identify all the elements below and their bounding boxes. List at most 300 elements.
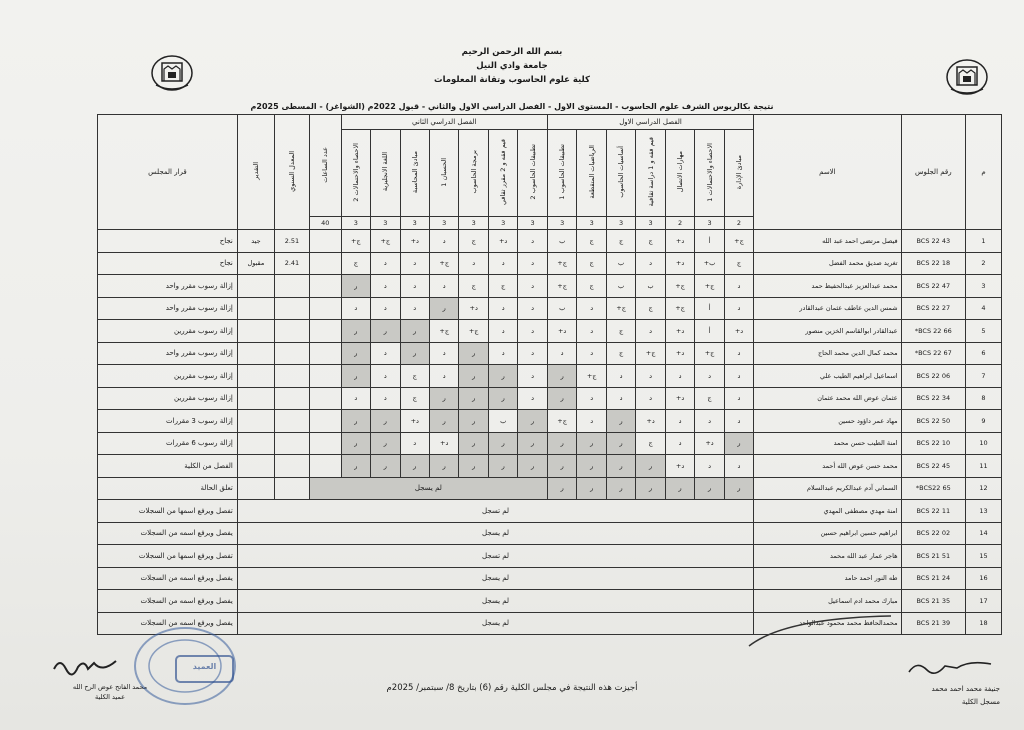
row-number: 14 xyxy=(965,522,1001,545)
seat-number: BCS 22 10 xyxy=(901,432,965,455)
grade-value xyxy=(237,365,274,388)
col-seat: رقم الجلوس xyxy=(901,115,965,230)
col-decision: قرار المجلس xyxy=(98,115,238,230)
credit-hours: 3 xyxy=(488,217,517,230)
grade-cell: د xyxy=(577,410,606,433)
table-row xyxy=(98,500,1002,523)
grade-cell: د xyxy=(429,275,458,298)
grade-cell: ر xyxy=(547,387,577,410)
credit-hours: 3 xyxy=(400,217,429,230)
grade-cell: د xyxy=(400,275,429,298)
grade-cell: ج+ xyxy=(695,275,724,298)
seat-number: BCS 22 43 xyxy=(901,230,965,253)
table-row xyxy=(98,567,1002,590)
grade-cell: د+ xyxy=(724,320,753,343)
grade-cell: ر xyxy=(606,455,635,478)
grade-cell: ب xyxy=(547,230,577,253)
grade-cell: ج xyxy=(636,230,665,253)
credit-hours: 3 xyxy=(341,217,371,230)
grade-cell: د+ xyxy=(665,230,694,253)
course-header: قيم فقه و 2 مقرر ثقافي xyxy=(488,130,517,217)
credit-hours: 3 xyxy=(606,217,635,230)
grade-value xyxy=(237,387,274,410)
grade-cell: ر xyxy=(547,365,577,388)
course-header: الاحصاء والاحتمالات 2 xyxy=(341,130,371,217)
row-number: 15 xyxy=(965,545,1001,568)
grade-cell: د+ xyxy=(665,342,694,365)
grade-cell: ر xyxy=(400,455,429,478)
student-name: السماني آدم عبدالكريم عبدالسلام xyxy=(754,477,901,500)
grade-cell: د+ xyxy=(695,432,724,455)
grade-cell: د xyxy=(459,252,488,275)
table-row xyxy=(98,387,1002,410)
grade-cell: ر xyxy=(518,410,547,433)
grade-cell: ر xyxy=(636,477,665,500)
credit-hours: 3 xyxy=(577,217,606,230)
grade-value xyxy=(237,297,274,320)
grade-cell: ر xyxy=(488,365,517,388)
grade-cell: د xyxy=(636,320,665,343)
grade-cell: ب xyxy=(488,410,517,433)
grade-value xyxy=(237,275,274,298)
row-number: 5 xyxy=(965,320,1001,343)
grade-cell: ج+ xyxy=(606,297,635,320)
grade-cell: د+ xyxy=(547,320,577,343)
grade-cell: ب xyxy=(547,297,577,320)
cgpa-value xyxy=(274,365,309,388)
registrar-title: مسجل الكلية xyxy=(961,698,1000,706)
grade-cell: ر xyxy=(488,387,517,410)
seat-number: BCS 22 27 xyxy=(901,297,965,320)
grade-cell: د+ xyxy=(665,252,694,275)
grade-cell: ر xyxy=(341,365,371,388)
grade-cell: د xyxy=(488,252,517,275)
grade-cell: ر xyxy=(636,455,665,478)
council-decision: تعلق الحالة xyxy=(98,477,238,500)
table-row xyxy=(98,522,1002,545)
grade-cell: ر xyxy=(429,387,458,410)
grade-cell: د xyxy=(636,365,665,388)
registration-status: لم يسجل xyxy=(237,612,753,635)
council-decision: يفصل ويرفع اسمه من السجلات xyxy=(98,522,238,545)
row-total-hours xyxy=(309,297,341,320)
row-total-hours xyxy=(309,455,341,478)
grade-cell: د xyxy=(518,320,547,343)
credit-hours: 3 xyxy=(547,217,577,230)
grade-cell: ر xyxy=(371,455,400,478)
grade-cell: د xyxy=(547,342,577,365)
grade-cell: ر xyxy=(695,477,724,500)
student-name: فيصل مرتضى احمد عبد الله xyxy=(754,230,901,253)
student-name: محمد عبدالعزيز عبدالحفيظ حمد xyxy=(754,275,901,298)
grade-cell: ر xyxy=(518,432,547,455)
grade-cell: ر xyxy=(371,320,400,343)
grade-cell: ر xyxy=(577,455,606,478)
seat-number: BCS 22 66* xyxy=(901,320,965,343)
grade-cell: ج+ xyxy=(577,365,606,388)
grade-value xyxy=(237,477,274,500)
table-row xyxy=(98,432,1002,455)
grade-cell: ب xyxy=(606,275,635,298)
row-number: 1 xyxy=(965,230,1001,253)
grade-cell: د xyxy=(636,252,665,275)
grade-cell: د xyxy=(577,342,606,365)
registration-status: لم يسجل xyxy=(237,567,753,590)
grade-cell: ج+ xyxy=(341,230,371,253)
grade-cell: د xyxy=(695,410,724,433)
grade-cell: أ xyxy=(695,320,724,343)
row-total-hours xyxy=(309,252,341,275)
seat-number: BCS 21 35 xyxy=(901,590,965,613)
grade-cell: د xyxy=(724,297,753,320)
faculty-name: كلية علوم الحاسوب وتقانة المعلومات xyxy=(434,75,590,85)
cgpa-value: 2.51 xyxy=(274,230,309,253)
council-decision: يفصل ويرفع اسمه من السجلات xyxy=(98,567,238,590)
council-decision: تفصل ويرفع اسمها من السجلات xyxy=(98,500,238,523)
seat-number: BCS 22 11 xyxy=(901,500,965,523)
grade-cell: ج xyxy=(577,230,606,253)
grade-cell: د xyxy=(429,342,458,365)
approval-note: أجيزت هذه النتيجة في مجلس الكلية رقم (6) بتاريخ 8/ سبتمبر/ 2025م xyxy=(386,683,638,693)
grade-cell: ج xyxy=(695,387,724,410)
grade-cell: ر xyxy=(341,342,371,365)
seat-number: BCS 21 39 xyxy=(901,612,965,635)
col-sem1: الفصل الدراسي الاول xyxy=(547,115,753,130)
cgpa-value xyxy=(274,410,309,433)
grade-cell: أ xyxy=(695,297,724,320)
grade-cell: ج xyxy=(459,275,488,298)
course-header: تطبيقات الحاسوب 2 xyxy=(518,130,547,217)
registration-status: لم تسجل xyxy=(237,545,753,568)
cgpa-value: 2.41 xyxy=(274,252,309,275)
student-name: هاجر عمار عبد الله محمد xyxy=(754,545,901,568)
registration-status: لم يسجل xyxy=(237,590,753,613)
grade-cell: د xyxy=(488,297,517,320)
grade-cell: ج xyxy=(606,320,635,343)
grade-cell: ج+ xyxy=(665,275,694,298)
council-decision: نجاح xyxy=(98,252,238,275)
row-number: 11 xyxy=(965,455,1001,478)
grade-cell: ر xyxy=(665,477,694,500)
row-total-hours xyxy=(309,365,341,388)
grade-cell: د xyxy=(488,342,517,365)
table-row xyxy=(98,230,1002,253)
grade-cell: د+ xyxy=(665,320,694,343)
seat-number: BCS 22 47 xyxy=(901,275,965,298)
row-number: 18 xyxy=(965,612,1001,635)
council-decision: إزالة رسوب مقرر واحد xyxy=(98,297,238,320)
grade-cell: ر xyxy=(577,477,606,500)
seat-number: BCS 22 67* xyxy=(901,342,965,365)
grade-cell: ر xyxy=(341,410,371,433)
grade-value xyxy=(237,320,274,343)
course-header: مبادئ المحاسبة xyxy=(400,130,429,217)
course-header: الاحصاء والاحتمالات 1 xyxy=(695,130,724,217)
course-header: قيم فقه و 1 دراسة ثقافية xyxy=(636,130,665,217)
grade-cell: د xyxy=(606,387,635,410)
grade-cell: ر xyxy=(459,432,488,455)
grade-cell: ج xyxy=(577,275,606,298)
grade-cell: ب+ xyxy=(695,252,724,275)
grade-cell: ر xyxy=(606,477,635,500)
grade-cell: ر xyxy=(341,455,371,478)
grade-cell: ر xyxy=(341,320,371,343)
course-header: تطبيقات الحاسوب 1 xyxy=(547,130,577,217)
row-total-hours xyxy=(309,342,341,365)
seat-number: BCS 22 34 xyxy=(901,387,965,410)
seat-number: BCS 21 51 xyxy=(901,545,965,568)
grade-cell: ر xyxy=(724,432,753,455)
grade-cell: د+ xyxy=(665,387,694,410)
grade-cell: د xyxy=(724,455,753,478)
grade-cell: ج xyxy=(488,275,517,298)
col-cgpa: المعدل السنوي xyxy=(274,115,309,230)
cgpa-value xyxy=(274,275,309,298)
grade-cell: ر xyxy=(400,342,429,365)
council-decision: يفصل ويرفع اسمه من السجلات xyxy=(98,612,238,635)
grade-cell: د xyxy=(371,275,400,298)
col-name: الاسم xyxy=(754,115,901,230)
course-header: أساسيات الحاسوب xyxy=(606,130,635,217)
grade-cell: ب xyxy=(606,252,635,275)
student-name: شمس الدين عاطف عثمان عبدالقادر xyxy=(754,297,901,320)
registrar-name: جنيفة محمد احمد محمد xyxy=(931,685,1000,693)
grade-cell: ج+ xyxy=(371,230,400,253)
col-m: م xyxy=(965,115,1001,230)
grade-cell: ج+ xyxy=(665,297,694,320)
col-grade: التقدير xyxy=(237,115,274,230)
grade-cell: ر xyxy=(724,477,753,500)
seat-number: BCS 22 18 xyxy=(901,252,965,275)
student-name: اسماعيل ابراهيم الطيب علي xyxy=(754,365,901,388)
grade-cell: ر xyxy=(488,455,517,478)
col-total-hours: عدد الساعات xyxy=(309,115,341,217)
basmala: بسم الله الرحمن الرحيم xyxy=(461,47,563,57)
results-table xyxy=(97,114,1002,635)
grade-cell: د xyxy=(371,387,400,410)
student-name: محمد حسن عوض الله أحمد xyxy=(754,455,901,478)
grade-cell: ج xyxy=(400,365,429,388)
table-row xyxy=(98,342,1002,365)
council-decision: إزالة رسوب 6 مقررات xyxy=(98,432,238,455)
grade-cell: د xyxy=(400,432,429,455)
grade-cell: د xyxy=(341,387,371,410)
student-name: محمد كمال الدين محمد الحاج xyxy=(754,342,901,365)
credit-hours: 3 xyxy=(636,217,665,230)
table-row xyxy=(98,252,1002,275)
row-total-hours xyxy=(309,410,341,433)
row-total-hours xyxy=(309,320,341,343)
student-name: امنة الطيب حسن محمد xyxy=(754,432,901,455)
table-row xyxy=(98,320,1002,343)
student-name: ابراهيم حسين ابراهيم حسين xyxy=(754,522,901,545)
grade-cell: د+ xyxy=(400,410,429,433)
council-decision: يفصل ويرفع اسمه من السجلات xyxy=(98,590,238,613)
grade-cell: د xyxy=(606,365,635,388)
grade-cell: ب xyxy=(636,275,665,298)
semester2-status: لم يسجل xyxy=(309,477,547,500)
grade-cell: د xyxy=(371,297,400,320)
grade-cell: ر xyxy=(341,275,371,298)
registrar-signature xyxy=(905,656,995,680)
grade-cell: ر xyxy=(400,320,429,343)
dean-name: محمد الفاتح عوض الرح الله xyxy=(72,683,148,691)
cgpa-value xyxy=(274,432,309,455)
grade-cell: ج+ xyxy=(695,342,724,365)
table-row xyxy=(98,545,1002,568)
grade-cell: ج xyxy=(636,297,665,320)
credit-hours: 3 xyxy=(371,217,400,230)
grade-cell: د+ xyxy=(488,230,517,253)
grade-value xyxy=(237,342,274,365)
grade-cell: ر xyxy=(547,477,577,500)
grade-cell: د+ xyxy=(429,432,458,455)
grade-cell: د xyxy=(518,387,547,410)
grade-cell: د xyxy=(636,387,665,410)
grade-cell: د xyxy=(400,252,429,275)
grade-cell: ر xyxy=(341,432,371,455)
row-number: 12 xyxy=(965,477,1001,500)
university-name: جامعة وادي النيل xyxy=(476,61,548,71)
grade-cell: د+ xyxy=(665,455,694,478)
grade-cell: ج+ xyxy=(547,410,577,433)
student-name: تغريد صديق محمد الفضل xyxy=(754,252,901,275)
council-decision: إزالة رسوب مقررين xyxy=(98,387,238,410)
registration-status: لم تسجل xyxy=(237,500,753,523)
credit-hours: 3 xyxy=(695,217,724,230)
grade-cell: ر xyxy=(606,432,635,455)
grade-cell: ر xyxy=(547,432,577,455)
row-number: 13 xyxy=(965,500,1001,523)
document-header xyxy=(0,45,1024,87)
seat-number: BCS22 65* xyxy=(901,477,965,500)
seat-number: BCS 22 45 xyxy=(901,455,965,478)
grade-cell: د xyxy=(371,252,400,275)
grade-value: جيد xyxy=(237,230,274,253)
credit-hours: 2 xyxy=(724,217,753,230)
grade-cell: د xyxy=(724,387,753,410)
grade-cell: ر xyxy=(606,410,635,433)
course-header: مبادئ الإدارة xyxy=(724,130,753,217)
grade-cell: د xyxy=(665,410,694,433)
cgpa-value xyxy=(274,455,309,478)
council-decision: نجاح xyxy=(98,230,238,253)
grade-cell: د xyxy=(371,342,400,365)
grade-cell: د xyxy=(665,365,694,388)
table-row xyxy=(98,410,1002,433)
row-total-hours xyxy=(309,275,341,298)
grade-cell: ر xyxy=(429,297,458,320)
cgpa-value xyxy=(274,342,309,365)
grade-cell: د xyxy=(724,410,753,433)
grade-cell: د xyxy=(429,230,458,253)
student-name: مبارك محمد ادم اسماعيل xyxy=(754,590,901,613)
seat-number: BCS 22 50 xyxy=(901,410,965,433)
student-name: عثمان عوض الله محمد عثمان xyxy=(754,387,901,410)
credit-hours: 2 xyxy=(665,217,694,230)
row-number: 3 xyxy=(965,275,1001,298)
results-title: نتيجة بكالريوس الشرف علوم الحاسوب - المستوى الاول - الفصل الدراسي الاول والثاني - قبول 2022م (الشواغر) - المسطى 2025م xyxy=(250,102,774,111)
row-number: 2 xyxy=(965,252,1001,275)
grade-cell: ج xyxy=(459,230,488,253)
council-decision: إزالة رسوب مقرر واحد xyxy=(98,342,238,365)
grade-cell: د xyxy=(577,387,606,410)
grade-cell: د xyxy=(518,275,547,298)
grade-cell: أ xyxy=(695,230,724,253)
table-row xyxy=(98,297,1002,320)
student-name: طه النور احمد حامد xyxy=(754,567,901,590)
cgpa-value xyxy=(274,477,309,500)
grade-cell: د xyxy=(518,365,547,388)
council-decision: الفصل من الكلية xyxy=(98,455,238,478)
council-decision: إزالة رسوب مقرر واحد xyxy=(98,275,238,298)
cgpa-value xyxy=(274,297,309,320)
grade-value xyxy=(237,410,274,433)
row-number: 17 xyxy=(965,590,1001,613)
grade-cell: ر xyxy=(547,455,577,478)
seat-number: BCS 22 06 xyxy=(901,365,965,388)
grade-cell: د xyxy=(577,297,606,320)
course-header: الرياضيات المتقطعة xyxy=(577,130,606,217)
grade-cell: د xyxy=(518,252,547,275)
grade-cell: د+ xyxy=(636,410,665,433)
cgpa-value xyxy=(274,320,309,343)
grade-cell: ر xyxy=(459,410,488,433)
grade-cell: ر xyxy=(371,410,400,433)
grade-cell: ج xyxy=(400,387,429,410)
dean-title: عميد الكلية xyxy=(94,693,126,701)
grade-cell: د xyxy=(518,342,547,365)
grade-cell: ر xyxy=(429,455,458,478)
handwritten-stroke xyxy=(745,612,895,652)
student-name: عبدالقادر ابوالقاسم الخزين منصور xyxy=(754,320,901,343)
grade-cell: د xyxy=(400,297,429,320)
grade-cell: ر xyxy=(459,455,488,478)
council-decision: تفصل ويرفع اسمها من السجلات xyxy=(98,545,238,568)
total-hours-value: 40 xyxy=(309,217,341,230)
council-decision: إزالة رسوب مقررين xyxy=(98,365,238,388)
grade-cell: د xyxy=(695,365,724,388)
row-total-hours xyxy=(309,432,341,455)
grade-cell: د xyxy=(488,320,517,343)
row-number: 7 xyxy=(965,365,1001,388)
student-name: محمدالحافظ محمد محمود عبدالواحد xyxy=(754,612,901,635)
dean-stamp: العميد xyxy=(175,655,234,683)
table-row xyxy=(98,590,1002,613)
row-number: 4 xyxy=(965,297,1001,320)
row-number: 10 xyxy=(965,432,1001,455)
grade-cell: ج xyxy=(606,342,635,365)
table-row xyxy=(98,365,1002,388)
table-row xyxy=(98,455,1002,478)
grade-cell: د xyxy=(577,320,606,343)
grade-cell: ر xyxy=(518,455,547,478)
grade-cell: ج xyxy=(636,432,665,455)
course-header: اللغة الانجليزية xyxy=(371,130,400,217)
grade-cell: ر xyxy=(459,365,488,388)
grade-cell: ر xyxy=(371,432,400,455)
row-number: 16 xyxy=(965,567,1001,590)
table-row xyxy=(98,275,1002,298)
grade-cell: ر xyxy=(577,432,606,455)
council-decision: إزالة رسوب مقررين xyxy=(98,320,238,343)
grade-cell: د xyxy=(665,432,694,455)
row-number: 8 xyxy=(965,387,1001,410)
grade-cell: ج+ xyxy=(636,342,665,365)
course-header: برمجة الحاسوب xyxy=(459,130,488,217)
grade-cell: د xyxy=(724,275,753,298)
grade-cell: د xyxy=(518,297,547,320)
